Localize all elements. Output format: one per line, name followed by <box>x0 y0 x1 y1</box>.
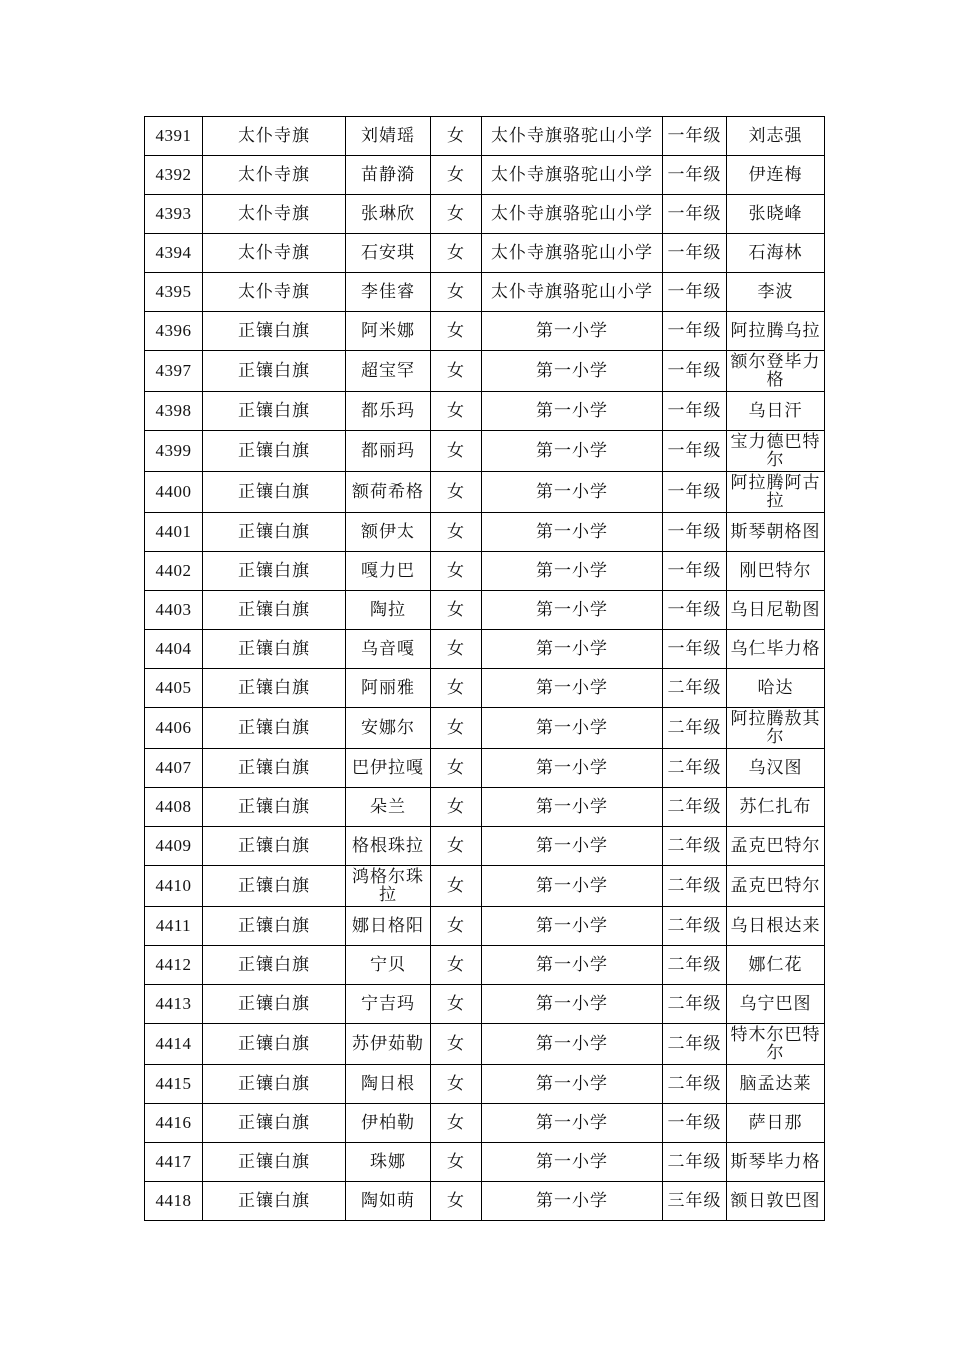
school-cell: 太仆寺旗骆驼山小学 <box>482 273 663 312</box>
table-row <box>145 827 825 866</box>
banner-cell: 正镶白旗 <box>203 827 346 866</box>
gender-cell: 女 <box>431 552 482 591</box>
grade-cell: 二年级 <box>663 669 727 708</box>
gender-cell: 女 <box>431 273 482 312</box>
student-name-cell: 都丽玛 <box>346 431 431 472</box>
table-row <box>145 1143 825 1182</box>
grade-cell: 一年级 <box>663 392 727 431</box>
row-number-cell: 4403 <box>145 591 203 630</box>
banner-cell: 正镶白旗 <box>203 708 346 749</box>
school-cell: 第一小学 <box>482 431 663 472</box>
student-name-cell: 陶拉 <box>346 591 431 630</box>
banner-cell: 正镶白旗 <box>203 985 346 1024</box>
gender-cell: 女 <box>431 827 482 866</box>
gender-cell: 女 <box>431 1182 482 1221</box>
banner-cell: 正镶白旗 <box>203 431 346 472</box>
row-number-cell: 4411 <box>145 907 203 946</box>
school-cell: 第一小学 <box>482 392 663 431</box>
banner-cell: 正镶白旗 <box>203 946 346 985</box>
school-cell: 第一小学 <box>482 669 663 708</box>
table-row <box>145 1104 825 1143</box>
grade-cell: 二年级 <box>663 1143 727 1182</box>
guardian-cell: 张晓峰 <box>727 195 825 234</box>
guardian-cell: 特木尔巴特尔 <box>727 1024 825 1065</box>
student-name-cell: 鸿格尔珠拉 <box>346 866 431 907</box>
row-number-cell: 4418 <box>145 1182 203 1221</box>
student-name-cell: 娜日格阳 <box>346 907 431 946</box>
school-cell: 第一小学 <box>482 513 663 552</box>
table-row <box>145 669 825 708</box>
banner-cell: 正镶白旗 <box>203 1182 346 1221</box>
grade-cell: 一年级 <box>663 195 727 234</box>
grade-cell: 二年级 <box>663 749 727 788</box>
grade-cell: 二年级 <box>663 1065 727 1104</box>
guardian-cell: 石海林 <box>727 234 825 273</box>
row-number-cell: 4392 <box>145 156 203 195</box>
row-number-cell: 4414 <box>145 1024 203 1065</box>
grade-cell: 二年级 <box>663 985 727 1024</box>
row-number-cell: 4407 <box>145 749 203 788</box>
grade-cell: 二年级 <box>663 708 727 749</box>
banner-cell: 太仆寺旗 <box>203 156 346 195</box>
banner-cell: 正镶白旗 <box>203 312 346 351</box>
guardian-cell: 额尔登毕力格 <box>727 351 825 392</box>
table-row <box>145 1024 825 1065</box>
school-cell: 第一小学 <box>482 985 663 1024</box>
row-number-cell: 4409 <box>145 827 203 866</box>
table-row <box>145 591 825 630</box>
grade-cell: 一年级 <box>663 431 727 472</box>
row-number-cell: 4402 <box>145 552 203 591</box>
grade-cell: 三年级 <box>663 1182 727 1221</box>
banner-cell: 正镶白旗 <box>203 552 346 591</box>
grade-cell: 一年级 <box>663 552 727 591</box>
banner-cell: 正镶白旗 <box>203 669 346 708</box>
guardian-cell: 斯琴毕力格 <box>727 1143 825 1182</box>
guardian-cell: 苏仁扎布 <box>727 788 825 827</box>
row-number-cell: 4404 <box>145 630 203 669</box>
student-name-cell: 苗静漪 <box>346 156 431 195</box>
student-name-cell: 额伊太 <box>346 513 431 552</box>
student-name-cell: 陶如萌 <box>346 1182 431 1221</box>
grade-cell: 二年级 <box>663 866 727 907</box>
banner-cell: 正镶白旗 <box>203 788 346 827</box>
school-cell: 第一小学 <box>482 591 663 630</box>
banner-cell: 正镶白旗 <box>203 513 346 552</box>
grade-cell: 一年级 <box>663 1104 727 1143</box>
gender-cell: 女 <box>431 708 482 749</box>
grade-cell: 一年级 <box>663 312 727 351</box>
guardian-cell: 乌日根达来 <box>727 907 825 946</box>
student-name-cell: 阿米娜 <box>346 312 431 351</box>
table-row <box>145 788 825 827</box>
grade-cell: 一年级 <box>663 513 727 552</box>
grade-cell: 二年级 <box>663 946 727 985</box>
gender-cell: 女 <box>431 985 482 1024</box>
table-row <box>145 866 825 907</box>
student-name-cell: 都乐玛 <box>346 392 431 431</box>
row-number-cell: 4410 <box>145 866 203 907</box>
guardian-cell: 乌汉图 <box>727 749 825 788</box>
guardian-cell: 额日敦巴图 <box>727 1182 825 1221</box>
grade-cell: 一年级 <box>663 630 727 669</box>
gender-cell: 女 <box>431 1024 482 1065</box>
gender-cell: 女 <box>431 156 482 195</box>
school-cell: 第一小学 <box>482 866 663 907</box>
guardian-cell: 乌日汗 <box>727 392 825 431</box>
table-row <box>145 156 825 195</box>
roster-table <box>144 116 825 1221</box>
row-number-cell: 4408 <box>145 788 203 827</box>
grade-cell: 二年级 <box>663 827 727 866</box>
table-row <box>145 117 825 156</box>
guardian-cell: 宝力德巴特尔 <box>727 431 825 472</box>
guardian-cell: 刚巴特尔 <box>727 552 825 591</box>
table-row <box>145 431 825 472</box>
banner-cell: 正镶白旗 <box>203 1065 346 1104</box>
student-name-cell: 安娜尔 <box>346 708 431 749</box>
school-cell: 第一小学 <box>482 312 663 351</box>
banner-cell: 太仆寺旗 <box>203 195 346 234</box>
grade-cell: 一年级 <box>663 472 727 513</box>
student-name-cell: 刘婧瑶 <box>346 117 431 156</box>
table-row <box>145 552 825 591</box>
row-number-cell: 4394 <box>145 234 203 273</box>
grade-cell: 一年级 <box>663 156 727 195</box>
table-row <box>145 513 825 552</box>
guardian-cell: 李波 <box>727 273 825 312</box>
row-number-cell: 4405 <box>145 669 203 708</box>
gender-cell: 女 <box>431 117 482 156</box>
gender-cell: 女 <box>431 1104 482 1143</box>
banner-cell: 太仆寺旗 <box>203 117 346 156</box>
student-name-cell: 苏伊茹勒 <box>346 1024 431 1065</box>
student-name-cell: 嘎力巴 <box>346 552 431 591</box>
school-cell: 第一小学 <box>482 552 663 591</box>
guardian-cell: 乌宁巴图 <box>727 985 825 1024</box>
grade-cell: 一年级 <box>663 351 727 392</box>
guardian-cell: 乌仁毕力格 <box>727 630 825 669</box>
row-number-cell: 4396 <box>145 312 203 351</box>
student-name-cell: 伊柏勒 <box>346 1104 431 1143</box>
row-number-cell: 4391 <box>145 117 203 156</box>
row-number-cell: 4393 <box>145 195 203 234</box>
student-name-cell: 巴伊拉嘎 <box>346 749 431 788</box>
school-cell: 第一小学 <box>482 788 663 827</box>
school-cell: 第一小学 <box>482 907 663 946</box>
row-number-cell: 4417 <box>145 1143 203 1182</box>
gender-cell: 女 <box>431 591 482 630</box>
row-number-cell: 4401 <box>145 513 203 552</box>
student-name-cell: 乌音嘎 <box>346 630 431 669</box>
gender-cell: 女 <box>431 669 482 708</box>
student-name-cell: 石安琪 <box>346 234 431 273</box>
gender-cell: 女 <box>431 749 482 788</box>
grade-cell: 一年级 <box>663 273 727 312</box>
row-number-cell: 4398 <box>145 392 203 431</box>
row-number-cell: 4406 <box>145 708 203 749</box>
student-name-cell: 朵兰 <box>346 788 431 827</box>
student-name-cell: 阿丽雅 <box>346 669 431 708</box>
gender-cell: 女 <box>431 513 482 552</box>
grade-cell: 二年级 <box>663 788 727 827</box>
school-cell: 第一小学 <box>482 472 663 513</box>
guardian-cell: 乌日尼勒图 <box>727 591 825 630</box>
guardian-cell: 孟克巴特尔 <box>727 827 825 866</box>
table-row <box>145 1182 825 1221</box>
table-row <box>145 472 825 513</box>
table-row <box>145 273 825 312</box>
guardian-cell: 阿拉腾阿古拉 <box>727 472 825 513</box>
school-cell: 太仆寺旗骆驼山小学 <box>482 156 663 195</box>
guardian-cell: 哈达 <box>727 669 825 708</box>
row-number-cell: 4416 <box>145 1104 203 1143</box>
table-row <box>145 312 825 351</box>
table-row <box>145 234 825 273</box>
school-cell: 第一小学 <box>482 1182 663 1221</box>
guardian-cell: 刘志强 <box>727 117 825 156</box>
row-number-cell: 4399 <box>145 431 203 472</box>
guardian-cell: 孟克巴特尔 <box>727 866 825 907</box>
gender-cell: 女 <box>431 1065 482 1104</box>
grade-cell: 一年级 <box>663 234 727 273</box>
school-cell: 太仆寺旗骆驼山小学 <box>482 234 663 273</box>
table-row <box>145 630 825 669</box>
banner-cell: 正镶白旗 <box>203 392 346 431</box>
guardian-cell: 脑孟达莱 <box>727 1065 825 1104</box>
table-row <box>145 351 825 392</box>
banner-cell: 正镶白旗 <box>203 351 346 392</box>
banner-cell: 正镶白旗 <box>203 1104 346 1143</box>
student-name-cell: 李佳睿 <box>346 273 431 312</box>
gender-cell: 女 <box>431 392 482 431</box>
row-number-cell: 4400 <box>145 472 203 513</box>
school-cell: 第一小学 <box>482 351 663 392</box>
guardian-cell: 娜仁花 <box>727 946 825 985</box>
gender-cell: 女 <box>431 788 482 827</box>
table-row <box>145 907 825 946</box>
table-row <box>145 749 825 788</box>
banner-cell: 正镶白旗 <box>203 591 346 630</box>
row-number-cell: 4395 <box>145 273 203 312</box>
student-name-cell: 额荷希格 <box>346 472 431 513</box>
roster-body <box>145 117 825 1221</box>
student-name-cell: 宁贝 <box>346 946 431 985</box>
school-cell: 第一小学 <box>482 1024 663 1065</box>
student-name-cell: 珠娜 <box>346 1143 431 1182</box>
banner-cell: 正镶白旗 <box>203 472 346 513</box>
school-cell: 第一小学 <box>482 946 663 985</box>
guardian-cell: 斯琴朝格图 <box>727 513 825 552</box>
school-cell: 第一小学 <box>482 1104 663 1143</box>
student-name-cell: 格根珠拉 <box>346 827 431 866</box>
banner-cell: 正镶白旗 <box>203 749 346 788</box>
school-cell: 太仆寺旗骆驼山小学 <box>482 195 663 234</box>
school-cell: 第一小学 <box>482 827 663 866</box>
banner-cell: 太仆寺旗 <box>203 273 346 312</box>
school-cell: 第一小学 <box>482 630 663 669</box>
table-row <box>145 1065 825 1104</box>
school-cell: 第一小学 <box>482 749 663 788</box>
row-number-cell: 4397 <box>145 351 203 392</box>
table-row <box>145 195 825 234</box>
student-name-cell: 超宝罕 <box>346 351 431 392</box>
banner-cell: 正镶白旗 <box>203 1024 346 1065</box>
school-cell: 第一小学 <box>482 1143 663 1182</box>
gender-cell: 女 <box>431 866 482 907</box>
gender-cell: 女 <box>431 1143 482 1182</box>
banner-cell: 太仆寺旗 <box>203 234 346 273</box>
school-cell: 第一小学 <box>482 708 663 749</box>
grade-cell: 二年级 <box>663 907 727 946</box>
table-row <box>145 985 825 1024</box>
grade-cell: 一年级 <box>663 117 727 156</box>
guardian-cell: 伊连梅 <box>727 156 825 195</box>
gender-cell: 女 <box>431 907 482 946</box>
guardian-cell: 阿拉腾乌拉 <box>727 312 825 351</box>
row-number-cell: 4415 <box>145 1065 203 1104</box>
student-name-cell: 宁吉玛 <box>346 985 431 1024</box>
gender-cell: 女 <box>431 630 482 669</box>
gender-cell: 女 <box>431 351 482 392</box>
banner-cell: 正镶白旗 <box>203 1143 346 1182</box>
grade-cell: 一年级 <box>663 591 727 630</box>
table-row <box>145 392 825 431</box>
banner-cell: 正镶白旗 <box>203 866 346 907</box>
gender-cell: 女 <box>431 472 482 513</box>
student-name-cell: 陶日根 <box>346 1065 431 1104</box>
banner-cell: 正镶白旗 <box>203 630 346 669</box>
table-row <box>145 708 825 749</box>
row-number-cell: 4412 <box>145 946 203 985</box>
gender-cell: 女 <box>431 312 482 351</box>
table-row <box>145 946 825 985</box>
gender-cell: 女 <box>431 946 482 985</box>
student-name-cell: 张琳欣 <box>346 195 431 234</box>
banner-cell: 正镶白旗 <box>203 907 346 946</box>
school-cell: 第一小学 <box>482 1065 663 1104</box>
gender-cell: 女 <box>431 195 482 234</box>
gender-cell: 女 <box>431 234 482 273</box>
row-number-cell: 4413 <box>145 985 203 1024</box>
school-cell: 太仆寺旗骆驼山小学 <box>482 117 663 156</box>
gender-cell: 女 <box>431 431 482 472</box>
guardian-cell: 萨日那 <box>727 1104 825 1143</box>
grade-cell: 二年级 <box>663 1024 727 1065</box>
guardian-cell: 阿拉腾敖其尔 <box>727 708 825 749</box>
